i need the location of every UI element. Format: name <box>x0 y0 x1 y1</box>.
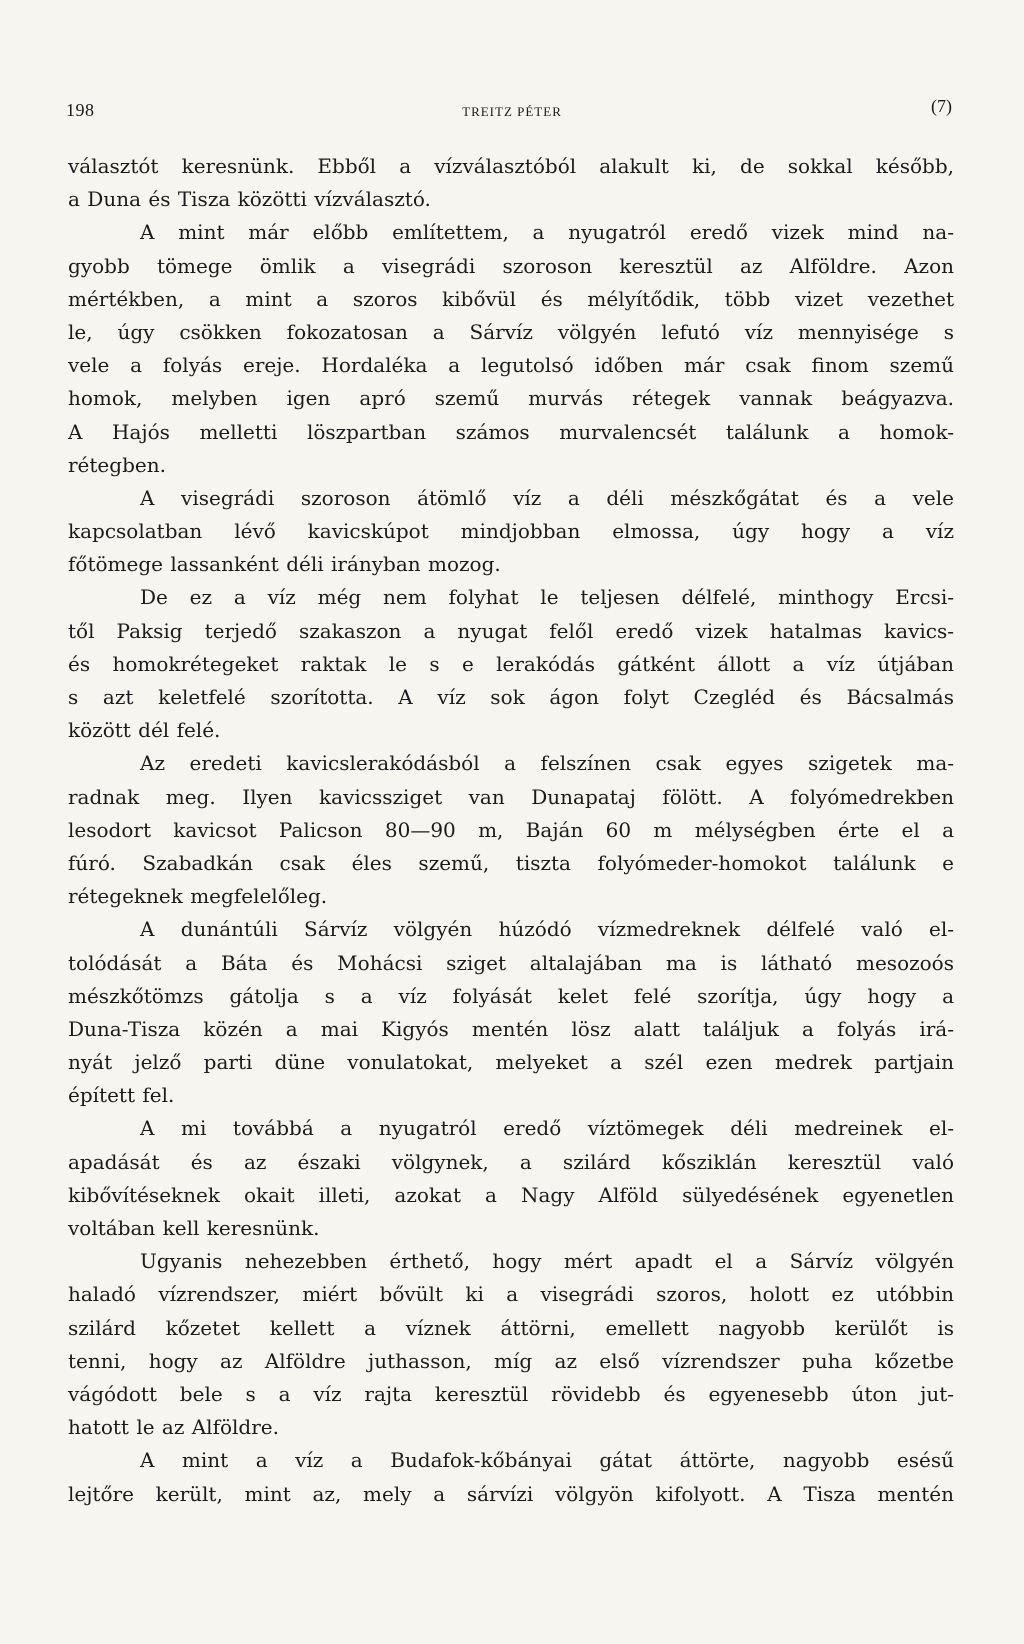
text-line: homok, melyben igen apró szemű murvás rétegek vannak beágyazva. <box>68 386 954 411</box>
text-line: nyát jelző parti düne vonulatokat, melyeket a szél ezen medrek partjain <box>68 1050 954 1075</box>
text-line: és homokrétegeket raktak le s e lerakódás gátként állott a víz útjában <box>68 651 954 676</box>
text-line: A mint a víz a Budafok-kőbányai gátat áttörte, nagyobb esésű <box>140 1448 954 1473</box>
text-line: Az eredeti kavicslerakódásból a felszínen csak egyes szigetek ma- <box>140 751 954 776</box>
running-head: TREITZ PÉTER <box>462 104 562 119</box>
text-line: apadását és az északi völgynek, a szilárd kősziklán keresztül való <box>68 1149 954 1174</box>
page-number: 198 <box>66 100 95 120</box>
body-text <box>68 150 954 1511</box>
text-line: tolódását a Báta és Mohácsi sziget altalajában ma is látható mesozoós <box>68 950 954 975</box>
text-line: főtömege lassanként déli irányban mozog. <box>68 552 501 577</box>
text-line: vele a folyás ereje. Hordaléka a legutolsó időben már csak finom szemű <box>68 353 954 378</box>
text-line: rétegben. <box>68 452 166 477</box>
section-number: (7) <box>931 96 952 116</box>
text-line: A dunántúli Sárvíz völgyén húzódó vízmedreknek délfelé való el- <box>140 917 954 942</box>
text-line: vágódott bele s a víz rajta keresztül rövidebb és egyenesebb úton jut- <box>68 1381 954 1406</box>
text-line: épített fel. <box>68 1083 175 1108</box>
text-line: választót keresnünk. Ebből a vízválasztóból alakult ki, de sokkal később, <box>68 154 954 178</box>
text-line: között dél felé. <box>68 718 221 743</box>
text-line: lejtőre került, mint az, mely a sárvízi völgyön kifolyott. A Tisza mentén <box>68 1481 954 1506</box>
text-line: gyobb tömege ömlik a visegrádi szoroson keresztül az Alföldre. Azon <box>68 253 954 278</box>
text-line: A Hajós melletti löszpartban számos murvalencsét találunk a homok- <box>68 419 954 444</box>
text-line: De ez a víz még nem folyhat le teljesen délfelé, minthogy Ercsi- <box>140 585 954 610</box>
text-line: kapcsolatban lévő kavicskúpot mindjobban elmossa, úgy hogy a víz <box>68 519 954 544</box>
text-line: lesodort kavicsot Palicson 80—90 m, Baján 60 m mélységben érte el a <box>68 817 954 842</box>
page-header <box>66 94 958 130</box>
text-line: mészkőtömzs gátolja s a víz folyását kelet felé szorítja, úgy hogy a <box>68 983 954 1008</box>
text-line: voltában kell keresnünk. <box>68 1216 320 1240</box>
text-line: mértékben, a mint a szoros kibővül és mélyítődik, több vizet vezethet <box>68 286 954 311</box>
text-line: le, úgy csökken fokozatosan a Sárvíz völgyén lefutó víz mennyisége s <box>68 319 954 344</box>
text-line: A visegrádi szoroson átömlő víz a déli mészkőgátat és a vele <box>140 485 954 510</box>
text-line: s azt keletfelé szorította. A víz sok ágon folyt Czegléd és Bácsalmás <box>68 685 954 709</box>
text-line: Ugyanis nehezebben érthető, hogy mért apadt el a Sárvíz völgyén <box>140 1249 954 1274</box>
text-line: Duna-Tisza közén a mai Kigyós mentén lösz alatt találjuk a folyás irá- <box>68 1016 954 1041</box>
text-line: A mi továbbá a nyugatról eredő víztömegek déli medreinek el- <box>140 1116 954 1141</box>
text-line: től Paksig terjedő szakaszon a nyugat felől eredő vizek hatalmas kavics- <box>68 618 954 643</box>
text-line: radnak meg. Ilyen kavicssziget van Dunapataj fölött. A folyómedrekben <box>68 784 954 809</box>
text-line: tenni, hogy az Alföldre juthasson, míg az első vízrendszer puha kőzetbe <box>68 1348 954 1373</box>
text-line: kibővítéseknek okait illeti, azokat a Nagy Alföld sülyedésének egyenetlen <box>68 1182 954 1207</box>
text-line: a Duna és Tisza közötti vízválasztó. <box>68 187 431 212</box>
text-line: fúró. Szabadkán csak éles szemű, tiszta folyómeder-homokot találunk e <box>68 850 954 875</box>
text-line: A mint már előbb említettem, a nyugatról eredő vizek mind na- <box>140 220 954 245</box>
text-line: rétegeknek megfelelőleg. <box>68 884 328 909</box>
text-line: szilárd kőzetet kellett a víznek áttörni, emellett nagyobb kerülőt is <box>68 1315 954 1340</box>
text-line: haladó vízrendszer, miért bővült ki a visegrádi szoros, holott ez utóbbin <box>68 1282 954 1307</box>
text-line: hatott le az Alföldre. <box>68 1415 279 1440</box>
